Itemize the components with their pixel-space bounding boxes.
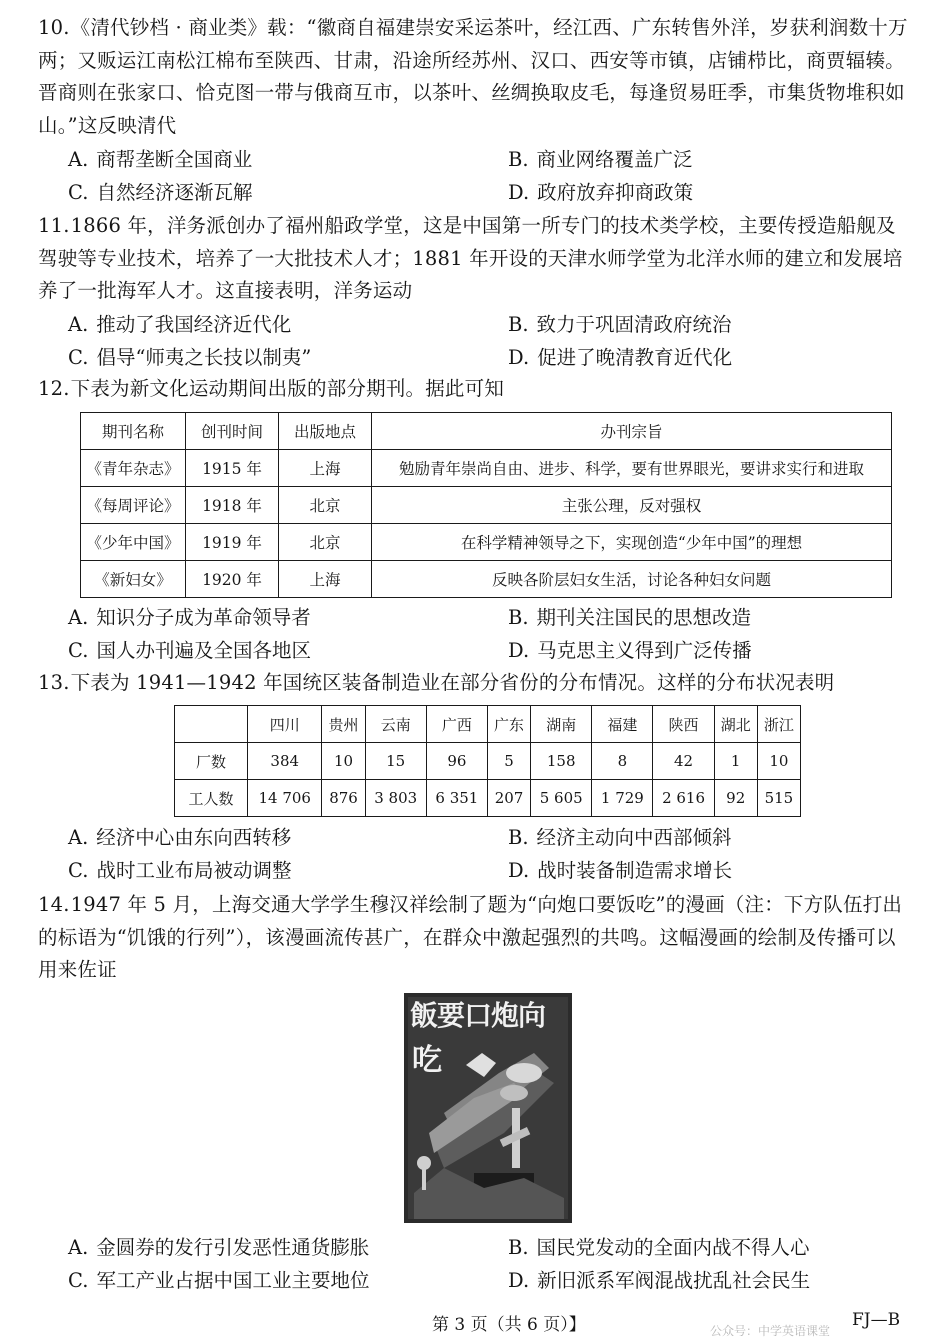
option-letter: C. — [68, 1269, 89, 1292]
option-10-d[interactable] — [508, 177, 693, 209]
table-cell: 厂数 — [175, 743, 248, 780]
question-text: 1947 年 5 月，上海交通大学学生穆汉祥绘制了题为“向炮口要饭吃”的漫画（注：下方队伍打出的标语为“饥饿的行列”），该漫画流传甚广，在群众中激起强烈的共鸣。这幅漫画的绘制及传播可以用来佐证 — [38, 893, 903, 981]
table-cell: 876 — [322, 780, 365, 817]
option-letter: C. — [68, 346, 89, 369]
option-text: 战时工业布局被动调整 — [96, 859, 292, 882]
table-cell: 3 803 — [365, 780, 426, 817]
table-cell: 《少年中国》 — [81, 524, 186, 561]
option-letter: B. — [508, 826, 529, 849]
option-14-c[interactable] — [68, 1265, 369, 1297]
table-cell: 1919 年 — [186, 524, 279, 561]
table-cell: 1915 年 — [186, 450, 279, 487]
option-letter: A. — [68, 606, 89, 629]
page-number: 第 3 页（共 6 页）】 — [432, 1315, 586, 1335]
table-cell: 《每周评论》 — [81, 487, 186, 524]
table-cell: 在科学精神领导之下，实现创造“少年中国”的理想 — [372, 524, 892, 561]
table-cell: 5 — [487, 743, 530, 780]
option-letter: B. — [508, 148, 529, 171]
table-row — [81, 561, 892, 598]
table-header-cell: 办刊宗旨 — [372, 413, 892, 450]
table-header-cell — [175, 706, 248, 743]
table-cell: 14 706 — [248, 780, 322, 817]
question-number: 10. — [38, 16, 70, 39]
manufacturing-table — [174, 705, 801, 817]
option-12-d[interactable] — [508, 635, 752, 667]
option-text: 知识分子成为革命领导者 — [96, 606, 311, 629]
question-10-stem — [38, 12, 913, 142]
table-header-cell: 浙江 — [757, 706, 800, 743]
table-cell: 6 351 — [426, 780, 487, 817]
option-letter: B. — [508, 1236, 529, 1259]
table-cell: 反映各阶层妇女生活，讨论各种妇女问题 — [372, 561, 892, 598]
table-cell: 《新妇女》 — [81, 561, 186, 598]
table-cell: 384 — [248, 743, 322, 780]
table-header-cell: 四川 — [248, 706, 322, 743]
option-letter: C. — [68, 859, 89, 882]
table-cell: 15 — [365, 743, 426, 780]
option-letter: C. — [68, 639, 89, 662]
option-text: 马克思主义得到广泛传播 — [537, 639, 752, 662]
option-14-b[interactable] — [508, 1232, 810, 1264]
option-letter: B. — [508, 313, 529, 336]
option-13-c[interactable] — [68, 855, 291, 887]
option-letter: D. — [508, 346, 530, 369]
table-cell: 上海 — [279, 561, 372, 598]
option-letter: D. — [508, 1269, 530, 1292]
option-letter: A. — [68, 1236, 89, 1259]
poster-title-line2: 吃 — [412, 1043, 442, 1078]
table-cell: 1918 年 — [186, 487, 279, 524]
table-header-cell: 广东 — [487, 706, 530, 743]
option-letter: A. — [68, 313, 89, 336]
option-letter: D. — [508, 859, 530, 882]
table-header-cell: 贵州 — [322, 706, 365, 743]
table-cell: 2 616 — [653, 780, 714, 817]
table-cell: 1920 年 — [186, 561, 279, 598]
table-cell: 515 — [757, 780, 800, 817]
option-text: 期刊关注国民的思想改造 — [536, 606, 752, 629]
question-text: 1866 年，洋务派创办了福州船政学堂，这是中国第一所专门的技术类学校，主要传授造船舰及驾驶等专业技术，培养了一大批技术人才；1881 年开设的天津水师学堂为北洋水师的建立和发展培养了一批海军人才。这直接表明，洋务运动 — [38, 214, 903, 302]
table-cell: 92 — [714, 780, 757, 817]
table-cell: 《青年杂志》 — [81, 450, 186, 487]
option-text: 经济主动向中西部倾斜 — [536, 826, 732, 849]
table-header-cell: 湖南 — [531, 706, 592, 743]
table-row — [175, 780, 801, 817]
question-11-stem — [38, 210, 913, 308]
option-13-d[interactable] — [508, 855, 732, 887]
option-14-a[interactable] — [68, 1232, 369, 1264]
option-10-a[interactable] — [68, 144, 252, 176]
watermark: 公众号：中学英语课堂 — [710, 1324, 831, 1338]
table-cell: 8 — [592, 743, 653, 780]
table-header-row — [81, 413, 892, 450]
question-text: 下表为 1941—1942 年国统区装备制造业在部分省份的分布情况。这样的分布状况表明 — [70, 671, 835, 694]
option-letter: D. — [508, 639, 530, 662]
table-cell: 1 — [714, 743, 757, 780]
option-text: 倡导“师夷之长技以制夷” — [96, 346, 312, 369]
table-header-row — [175, 706, 801, 743]
option-14-d[interactable] — [508, 1265, 810, 1297]
table-cell: 上海 — [279, 450, 372, 487]
table-cell: 5 605 — [531, 780, 592, 817]
table-cell: 勉励青年崇尚自由、进步、科学，要有世界眼光，要讲求实行和进取 — [372, 450, 892, 487]
option-12-c[interactable] — [68, 635, 311, 667]
table-cell: 1 729 — [592, 780, 653, 817]
option-text: 致力于巩固清政府统治 — [536, 313, 732, 336]
option-11-d[interactable] — [508, 342, 732, 374]
option-11-a[interactable] — [68, 309, 291, 341]
table-cell: 主张公理，反对强权 — [372, 487, 892, 524]
table-cell: 96 — [426, 743, 487, 780]
cartoon-poster-image — [404, 993, 572, 1223]
paper-code: FJ—B — [852, 1310, 901, 1330]
option-12-a[interactable] — [68, 602, 311, 634]
periodicals-table — [80, 412, 892, 598]
question-13-stem — [38, 667, 913, 700]
option-12-b[interactable] — [508, 602, 751, 634]
option-13-a[interactable] — [68, 822, 291, 854]
option-letter: D. — [508, 181, 530, 204]
option-text: 金圆券的发行引发恶性通货膨胀 — [96, 1236, 370, 1259]
table-header-cell: 云南 — [365, 706, 426, 743]
table-header-cell: 期刊名称 — [81, 413, 186, 450]
option-text: 军工产业占据中国工业主要地位 — [96, 1269, 370, 1292]
table-header-cell: 创刊时间 — [186, 413, 279, 450]
option-text: 国人办刊遍及全国各地区 — [96, 639, 311, 662]
table-cell: 207 — [487, 780, 530, 817]
option-text: 推动了我国经济近代化 — [96, 313, 292, 336]
poster-title-line1: 飯要口炮向 — [410, 999, 546, 1032]
question-number: 12. — [38, 377, 70, 400]
table-cell: 10 — [322, 743, 365, 780]
question-number: 13. — [38, 671, 70, 694]
table-cell: 北京 — [279, 524, 372, 561]
option-letter: A. — [68, 148, 89, 171]
table-cell: 工人数 — [175, 780, 248, 817]
option-10-c[interactable] — [68, 177, 252, 209]
question-number: 14. — [38, 893, 70, 916]
table-cell: 北京 — [279, 487, 372, 524]
option-text: 商业网络覆盖广泛 — [536, 148, 693, 171]
table-row — [81, 450, 892, 487]
option-13-b[interactable] — [508, 822, 732, 854]
table-row — [81, 487, 892, 524]
option-text: 自然经济逐渐瓦解 — [96, 181, 253, 204]
option-letter: C. — [68, 181, 89, 204]
table-header-cell: 福建 — [592, 706, 653, 743]
table-header-cell: 湖北 — [714, 706, 757, 743]
option-10-b[interactable] — [508, 144, 693, 176]
option-11-c[interactable] — [68, 342, 311, 374]
table-header-cell: 陕西 — [653, 706, 714, 743]
question-text: 下表为新文化运动期间出版的部分期刊。据此可知 — [70, 377, 505, 400]
option-text: 促进了晚清教育近代化 — [537, 346, 733, 369]
option-text: 战时装备制造需求增长 — [537, 859, 733, 882]
table-cell: 42 — [653, 743, 714, 780]
table-cell: 158 — [531, 743, 592, 780]
option-text: 商帮垄断全国商业 — [96, 148, 253, 171]
option-11-b[interactable] — [508, 309, 732, 341]
question-12-stem — [38, 373, 913, 406]
table-row — [175, 743, 801, 780]
option-text: 政府放弃抑商政策 — [537, 181, 694, 204]
question-14-stem — [38, 889, 913, 987]
option-text: 经济中心由东向西转移 — [96, 826, 292, 849]
table-row — [81, 524, 892, 561]
question-text: 《清代钞档 · 商业类》载：“徽商自福建崇安采运茶叶，经江西、广东转售外洋，岁获利润数十万两；又贩运江南松江棉布至陕西、甘肃，沿途所经苏州、汉口、西安等市镇，店铺栉比，商贾辐辏。晋商则在张家口、恰克图一带与俄商互市，以茶叶、丝绸换取皮毛，每逢贸易旺季，市集货物堆积如山。”这反映清代 — [38, 16, 908, 137]
table-cell: 10 — [757, 743, 800, 780]
option-letter: B. — [508, 606, 529, 629]
option-text: 国民党发动的全面内战不得人心 — [536, 1236, 810, 1259]
question-number: 11. — [38, 214, 70, 237]
table-header-cell: 出版地点 — [279, 413, 372, 450]
option-letter: A. — [68, 826, 89, 849]
option-text: 新旧派系军阀混战扰乱社会民生 — [537, 1269, 811, 1292]
table-header-cell: 广西 — [426, 706, 487, 743]
